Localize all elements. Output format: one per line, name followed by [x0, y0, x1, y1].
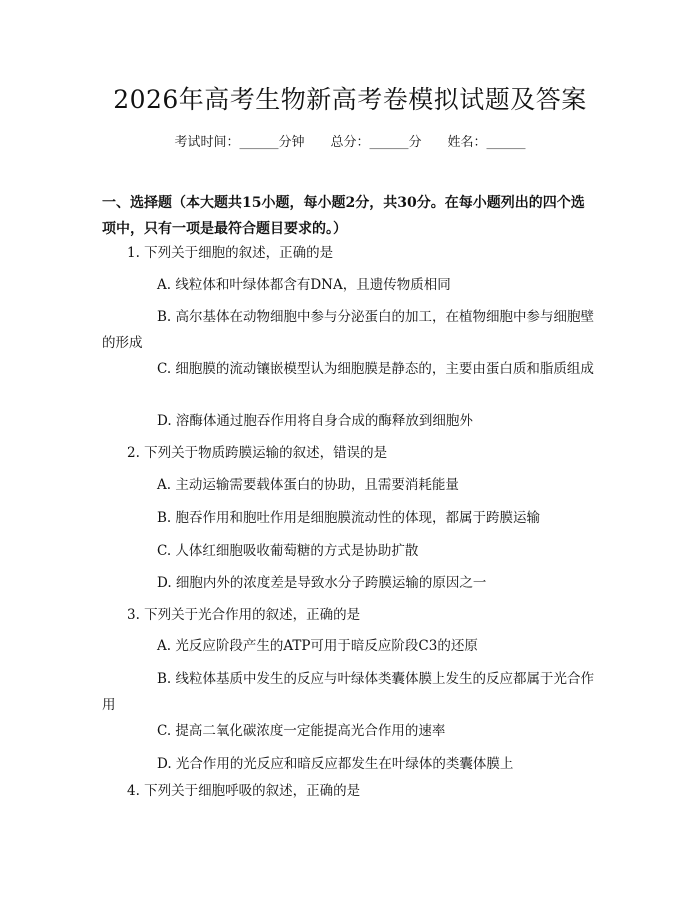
section-heading: 一、选择题（本大题共15小题，每小题2分，共30分。在每小题列出的四个选项中，只有一项是最符合题目要求的。） — [102, 195, 585, 237]
question-2-option-a: A. 主动运输需要载体蛋白的协助，且需要消耗能量 — [157, 477, 459, 493]
page-title: 2026年高考生物新高考卷模拟试题及答案 — [113, 85, 587, 114]
question-2-option-d: D. 细胞内外的浓度差是导致水分子跨膜运输的原因之一 — [157, 575, 487, 591]
question-1-option-c: C. 细胞膜的流动镶嵌模型认为细胞膜是静态的，主要由蛋白质和脂质组成 — [157, 361, 594, 377]
question-1-option-d: D. 溶酶体通过胞吞作用将自身合成的酶释放到细胞外 — [157, 413, 473, 429]
total-score-field: 总分：______分 — [330, 135, 422, 150]
question-1-stem: 1. 下列关于细胞的叙述，正确的是 — [127, 245, 334, 261]
student-name-field: 姓名：______ — [447, 135, 526, 150]
question-1-option-a: A. 线粒体和叶绿体都含有DNA，且遗传物质相同 — [157, 277, 451, 293]
question-2-option-b: B. 胞吞作用和胞吐作用是细胞膜流动性的体现，都属于跨膜运输 — [157, 510, 541, 526]
question-3-option-b: B. 线粒体基质中发生的反应与叶绿体类囊体膜上发生的反应都属于光合作用 — [102, 671, 595, 713]
exam-time-field: 考试时间：______分钟 — [174, 135, 305, 150]
question-2-option-c: C. 人体红细胞吸收葡萄糖的方式是协助扩散 — [157, 543, 419, 559]
question-3-option-c: C. 提高二氧化碳浓度一定能提高光合作用的速率 — [157, 723, 446, 739]
question-4-stem: 4. 下列关于细胞呼吸的叙述，正确的是 — [127, 783, 361, 799]
exam-meta — [0, 133, 700, 153]
question-3-option-a: A. 光反应阶段产生的ATP可用于暗反应阶段C3的还原 — [157, 638, 478, 654]
question-3-option-d: D. 光合作用的光反应和暗反应都发生在叶绿体的类囊体膜上 — [157, 756, 514, 772]
question-3-stem: 3. 下列关于光合作用的叙述，正确的是 — [127, 607, 361, 623]
question-1-option-b: B. 高尔基体在动物细胞中参与分泌蛋白的加工，在植物细胞中参与细胞壁的形成 — [102, 309, 595, 351]
question-2-stem: 2. 下列关于物质跨膜运输的叙述，错误的是 — [127, 445, 388, 461]
